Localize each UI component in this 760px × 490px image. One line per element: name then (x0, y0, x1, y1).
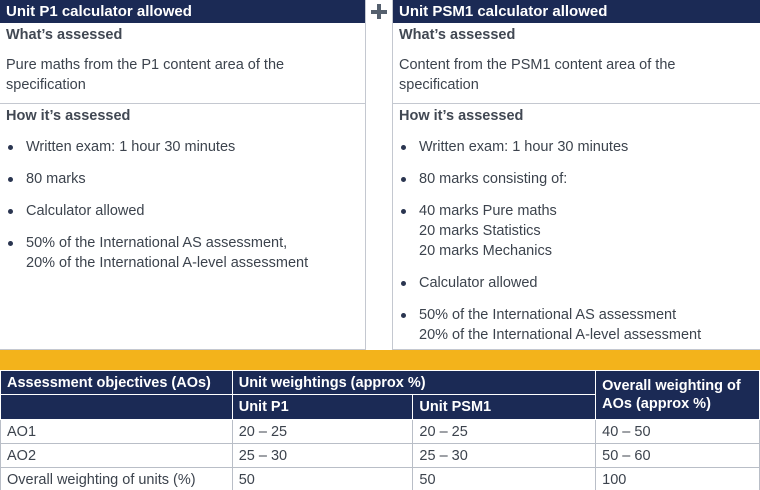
list-item-text: Written exam: 1 hour 30 minutes (26, 139, 236, 155)
how-assessed-heading: How it’s assessed (0, 103, 365, 127)
whats-assessed-heading: What’s assessed (6, 27, 123, 43)
list-item (8, 201, 359, 221)
table-cell: 40 – 50 (596, 420, 760, 444)
list-item (8, 169, 359, 189)
bullet-icon (8, 209, 13, 214)
how-assessed-list (393, 127, 760, 345)
table-cell: 20 – 25 (413, 420, 596, 444)
list-item (8, 137, 359, 157)
whats-assessed-line: Content from the PSM1 content area of the (399, 57, 676, 73)
table-cell: 20 – 25 (232, 420, 413, 444)
bullet-icon (401, 281, 406, 286)
table-cell: 50 (413, 468, 596, 490)
unit-p1-title: Unit P1 calculator allowed (0, 0, 365, 23)
whats-assessed-line: Pure maths from the P1 content area of the (6, 57, 285, 73)
whats-assessed-line: specification (399, 77, 479, 93)
list-item-text: 20% of the International A-level assessment (419, 327, 702, 343)
list-item-text: 80 marks consisting of: (419, 171, 568, 187)
col-header-unit-p1: Unit P1 (232, 395, 413, 420)
how-assessed-heading: How it’s assessed (393, 103, 760, 127)
unit-psm1-title: Unit PSM1 calculator allowed (393, 0, 760, 23)
list-item-text: 20% of the International A-level assessment (26, 255, 309, 271)
col-header-aos: Assessment objectives (AOs) (1, 371, 233, 395)
unit-p1-panel (0, 0, 366, 350)
list-item-text: 80 marks (26, 171, 86, 187)
list-item-text: 20 marks Mechanics (419, 243, 552, 259)
table-cell: AO2 (1, 444, 233, 468)
table-cell: 25 – 30 (232, 444, 413, 468)
list-item (8, 233, 359, 273)
table-cell: Overall weighting of units (%) (1, 468, 233, 490)
col-header-blank (1, 395, 233, 420)
whats-assessed-heading: What’s assessed (399, 27, 516, 43)
table-cell: 25 – 30 (413, 444, 596, 468)
list-item (401, 305, 754, 345)
table-row (1, 420, 760, 444)
col-header-overall-line: Overall weighting of (602, 378, 741, 394)
list-item-text: 50% of the International AS assessment (419, 307, 677, 323)
how-assessed-list (0, 127, 365, 273)
bullet-icon (401, 145, 406, 150)
bullet-icon (401, 209, 406, 214)
table-cell: 50 – 60 (596, 444, 760, 468)
list-item-text: 40 marks Pure maths (419, 203, 557, 219)
table-cell: 100 (596, 468, 760, 490)
list-item (401, 169, 754, 189)
bullet-icon (401, 313, 406, 318)
col-header-unit-psm1: Unit PSM1 (413, 395, 596, 420)
list-item (401, 201, 754, 261)
bullet-icon (8, 177, 13, 182)
list-item-text: 20 marks Statistics (419, 223, 541, 239)
plus-icon (369, 2, 389, 22)
bullet-icon (8, 145, 13, 150)
list-item-text: Calculator allowed (419, 275, 538, 291)
list-item-text: 50% of the International AS assessment, (26, 235, 288, 251)
ao-weighting-table (0, 370, 760, 490)
col-header-unit-weightings: Unit weightings (approx %) (232, 371, 595, 395)
col-header-overall-line: AOs (approx %) (602, 396, 711, 412)
whats-assessed-text (0, 47, 365, 103)
bullet-icon (401, 177, 406, 182)
whats-assessed-line: specification (6, 77, 86, 93)
table-row (1, 468, 760, 490)
list-item (401, 273, 754, 293)
col-header-overall (596, 371, 760, 420)
unit-psm1-panel (392, 0, 760, 350)
divider-band (0, 350, 760, 370)
bullet-icon (8, 241, 13, 246)
whats-assessed-text (393, 47, 760, 103)
table-cell: 50 (232, 468, 413, 490)
list-item-text: Calculator allowed (26, 203, 145, 219)
list-item-text: Written exam: 1 hour 30 minutes (419, 139, 629, 155)
table-cell: AO1 (1, 420, 233, 444)
list-item (401, 137, 754, 157)
table-row (1, 444, 760, 468)
